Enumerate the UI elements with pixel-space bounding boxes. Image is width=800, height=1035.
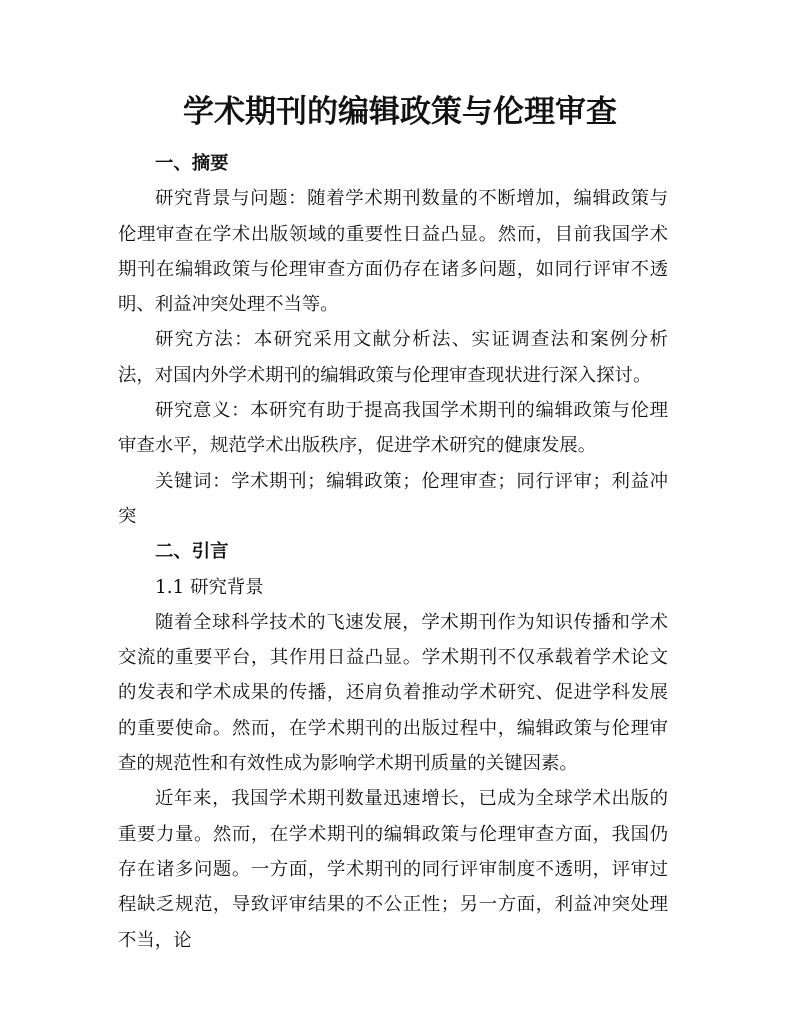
section-heading-introduction: 二、引言 — [155, 541, 229, 563]
abstract-background-paragraph: 研究背景与问题：随着学术期刊数量的不断增加，编辑政策与伦理审查在学术出版领域的重要性日益凸显。然而，目前我国学术期刊在编辑政策与伦理审查方面仍存在诸多问题，如同行评审不透明、利益冲突处理不当等。 — [118, 188, 668, 316]
subsection-heading-research-background: 1.1 研究背景 — [155, 576, 264, 598]
keywords-line: 关键词：学术期刊；编辑政策；伦理审查；同行评审；利益冲突 — [118, 470, 668, 527]
abstract-significance-paragraph: 研究意义：本研究有助于提高我国学术期刊的编辑政策与伦理审查水平，规范学术出版秩序，促进学术研究的健康发展。 — [118, 400, 668, 457]
document-title: 学术期刊的编辑政策与伦理审查 — [183, 94, 617, 130]
document-body — [118, 146, 668, 958]
abstract-methods-paragraph: 研究方法：本研究采用文献分析法、实证调查法和案例分析法，对国内外学术期刊的编辑政策与伦理审查现状进行深入探讨。 — [118, 329, 668, 386]
intro-paragraph-1: 随着全球科学技术的飞速发展，学术期刊作为知识传播和学术交流的重要平台，其作用日益凸显。学术期刊不仅承载着学术论文的发表和学术成果的传播，还肩负着推动学术研究、促进学科发展的重要使命。然而，在学术期刊的出版过程中，编辑政策与伦理审查的规范性和有效性成为影响学术期刊质量的关键因素。 — [118, 611, 668, 775]
section-heading-abstract: 一、摘要 — [155, 153, 229, 174]
intro-paragraph-2: 近年来，我国学术期刊数量迅速增长，已成为全球学术出版的重要力量。然而，在学术期刊的编辑政策与伦理审查方面，我国仍存在诸多问题。一方面，学术期刊的同行评审制度不透明，评审过程缺乏规范，导致评审结果的不公正性；另一方面，利益冲突处理不当，论 — [118, 788, 668, 951]
